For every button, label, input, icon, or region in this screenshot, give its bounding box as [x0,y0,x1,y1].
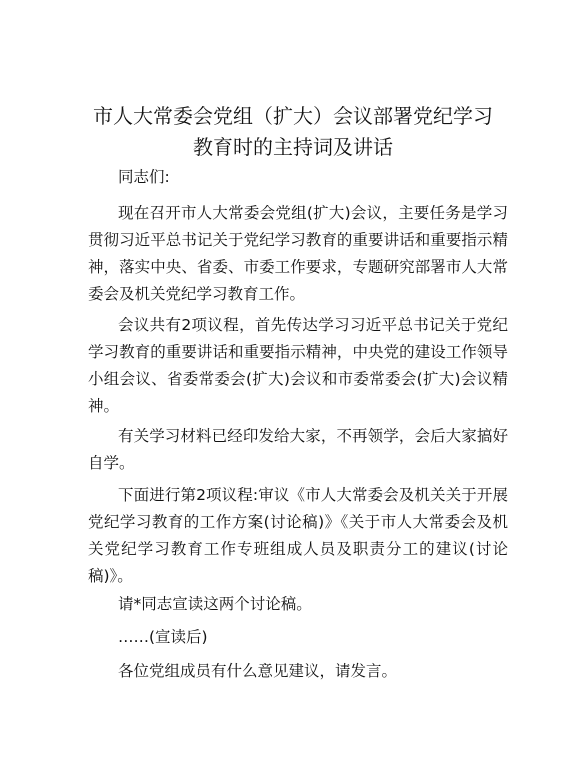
paragraph-agenda: 会议共有2项议程，首先传达学习习近平总书记关于党纪学习教育的重要讲话和重要指示精神，中央党的建设工作领导小组会议、省委常委会(扩大)会议和市委常委会(扩大)会议精神。 [88,316,508,415]
document-title-line-2: 教育时的主持词及讲话 [193,135,393,159]
paragraph-invite-comments: 各位党组成员有什么意见建议，请发言。 [118,662,398,680]
paragraph-second-item: 下面进行第2项议程:审议《市人大常委会及机关关于开展党纪学习教育的工作方案(讨论稿)》《关于市人大常委会及机关党纪学习教育工作专班组成人员及职责分工的建议(讨论稿)》。 [88,486,508,585]
paragraph-after-reading: ……(宣读后) [118,628,208,646]
paragraph-materials: 有关学习材料已经印发给大家，不再领学，会后大家搞好自学。 [88,427,508,472]
paragraph-opening: 现在召开市人大常委会党组(扩大)会议，主要任务是学习贯彻习近平总书记关于党纪学习教育的重要讲话和重要指示精神，落实中央、省委、市委工作要求，专题研究部署市人大常委会及机关党纪学习教育工作。 [88,204,508,303]
salutation: 同志们: [118,168,170,186]
document-title-line-1: 市人大常委会党组（扩大）会议部署党纪学习 [93,104,493,128]
paragraph-read-drafts: 请*同志宣读这两个讨论稿。 [118,595,312,613]
